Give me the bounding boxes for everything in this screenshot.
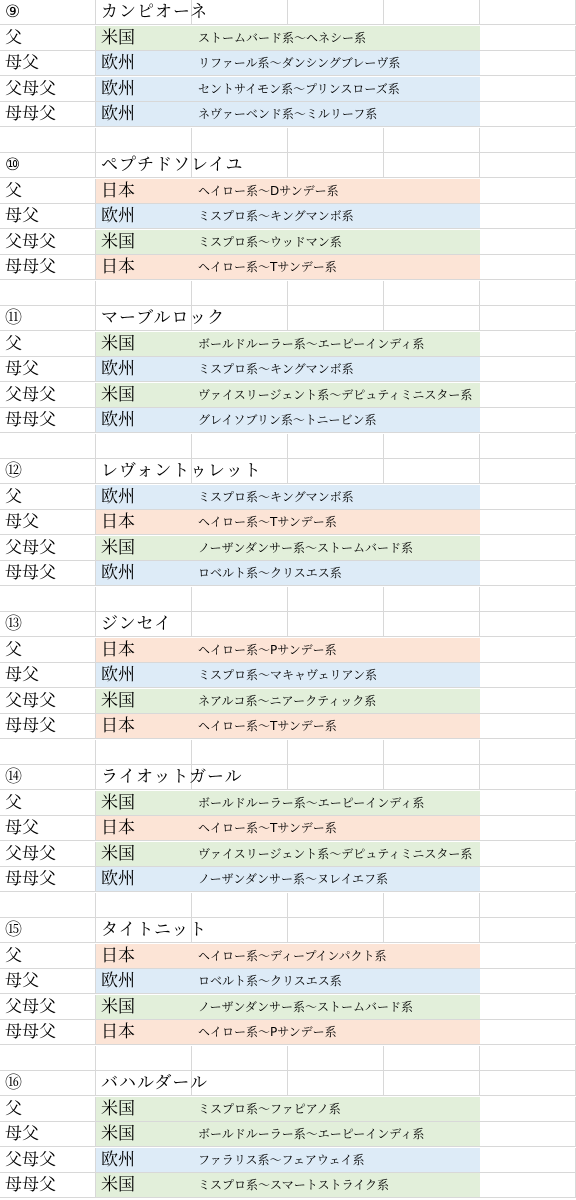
grid-cell[interactable] — [288, 128, 384, 153]
sire-line-text: ミスプロ系〜キングマンボ系 — [198, 489, 354, 504]
grid-cell[interactable] — [288, 612, 384, 637]
grid-cell[interactable] — [480, 867, 576, 892]
pedigree-relation-label: 母母父 — [5, 257, 56, 277]
pedigree-relation-label: 母父 — [5, 971, 39, 991]
grid-cell[interactable] — [480, 179, 576, 204]
grid-cell[interactable] — [0, 434, 96, 459]
grid-cell[interactable] — [480, 1046, 576, 1071]
grid-cell[interactable] — [192, 281, 288, 306]
grid-cell[interactable] — [192, 893, 288, 918]
horse-name: カンピオーネ — [101, 2, 209, 22]
region-label: 米国 — [101, 27, 135, 48]
region-label: 欧州 — [101, 869, 135, 889]
sire-line-text: ミスプロ系〜キングマンボ系 — [198, 209, 354, 223]
grid-cell[interactable] — [0, 128, 96, 153]
sire-line-text: ボールドルーラー系〜エーピーインディ系 — [198, 795, 425, 810]
region-label: 欧州 — [101, 53, 135, 73]
grid-cell[interactable] — [480, 638, 576, 663]
pedigree-relation-label: 母父 — [5, 665, 39, 685]
sire-line-text: ヘイロー系〜Pサンデー系 — [198, 642, 337, 657]
horse-number: ⑫ — [5, 461, 22, 481]
region-label: 日本 — [101, 945, 135, 966]
grid-cell[interactable] — [480, 383, 576, 408]
grid-cell[interactable] — [192, 434, 288, 459]
pedigree-relation-label: 母母父 — [5, 104, 56, 124]
sire-line-text: ノーザンダンサー系〜ストームバード系 — [198, 540, 414, 555]
sire-line-text: ミスプロ系〜スマートストライク系 — [198, 1178, 390, 1192]
pedigree-relation-label: 母母父 — [5, 716, 56, 736]
grid-cell[interactable] — [480, 918, 576, 943]
pedigree-row — [0, 714, 576, 739]
pedigree-relation-label: 父 — [5, 27, 22, 48]
pedigree-row — [0, 51, 576, 76]
region-label: 日本 — [101, 716, 135, 736]
grid-cell[interactable] — [480, 816, 576, 841]
grid-cell[interactable] — [192, 612, 288, 637]
pedigree-row — [0, 1020, 576, 1045]
grid-cell[interactable] — [480, 1148, 576, 1173]
grid-cell[interactable] — [192, 1046, 288, 1071]
grid-cell[interactable] — [288, 0, 384, 25]
sire-line-text: ヘイロー系〜ディープインパクト系 — [198, 948, 387, 963]
grid-cell[interactable] — [480, 408, 576, 433]
empty-spacer-row — [0, 434, 576, 459]
pedigree-row — [0, 944, 576, 969]
grid-cell[interactable] — [480, 128, 576, 153]
grid-cell[interactable] — [480, 612, 576, 637]
grid-cell[interactable] — [288, 1071, 384, 1096]
grid-cell[interactable] — [480, 1122, 576, 1147]
region-label: 日本 — [101, 639, 135, 660]
horse-name: バハルダール — [101, 1073, 208, 1093]
sire-line-text: ヘイロー系〜Pサンデー系 — [198, 1025, 337, 1039]
grid-cell[interactable] — [0, 1046, 96, 1071]
pedigree-row — [0, 230, 576, 255]
sire-line-text: セントサイモン系〜プリンスローズ系 — [198, 81, 400, 96]
grid-cell[interactable] — [480, 561, 576, 586]
grid-cell[interactable] — [480, 459, 576, 484]
grid-cell[interactable] — [96, 281, 192, 306]
region-label: 米国 — [101, 996, 135, 1017]
sire-line-text: ヘイロー系〜Tサンデー系 — [198, 515, 337, 529]
region-label: 欧州 — [101, 104, 135, 124]
pedigree-row — [0, 179, 576, 204]
region-label: 欧州 — [101, 78, 135, 99]
grid-cell[interactable] — [480, 510, 576, 535]
region-label: 米国 — [101, 1124, 135, 1144]
grid-cell[interactable] — [288, 587, 384, 612]
sire-line-text: ミスプロ系〜ファピアノ系 — [198, 1101, 341, 1116]
grid-cell[interactable] — [480, 357, 576, 382]
grid-cell[interactable] — [384, 128, 480, 153]
grid-cell[interactable] — [384, 893, 480, 918]
pedigree-relation-label: 父母父 — [5, 231, 56, 252]
horse-number: ⑮ — [5, 920, 22, 940]
horse-number: ⑨ — [5, 2, 21, 22]
grid-cell[interactable] — [96, 434, 192, 459]
grid-cell[interactable] — [480, 77, 576, 102]
sire-line-text: ロベルト系〜クリスエス系 — [198, 974, 342, 988]
pedigree-row — [0, 816, 576, 841]
grid-cell[interactable] — [192, 587, 288, 612]
sire-line-text: ボールドルーラー系〜エーピーインディ系 — [198, 336, 425, 351]
pedigree-relation-label: 母母父 — [5, 410, 56, 430]
horse-header-row — [0, 1071, 576, 1096]
pedigree-relation-label: 母父 — [5, 1124, 39, 1144]
pedigree-relation-label: 父 — [5, 1098, 22, 1119]
grid-cell[interactable] — [384, 765, 480, 790]
pedigree-row — [0, 26, 576, 51]
pedigree-relation-label: 父母父 — [5, 537, 56, 558]
pedigree-row — [0, 1122, 576, 1147]
region-label: 米国 — [101, 384, 135, 405]
grid-cell[interactable] — [96, 128, 192, 153]
grid-cell[interactable] — [480, 944, 576, 969]
region-label: 日本 — [101, 512, 135, 532]
horse-number: ⑯ — [5, 1073, 22, 1093]
grid-cell[interactable] — [384, 1046, 480, 1071]
horse-number: ⑬ — [5, 614, 22, 634]
sire-line-text: リファール系〜ダンシングブレーヴ系 — [198, 56, 401, 70]
grid-cell[interactable] — [480, 332, 576, 357]
pedigree-relation-label: 母父 — [5, 818, 39, 838]
grid-cell[interactable] — [384, 459, 480, 484]
grid-cell[interactable] — [288, 306, 384, 331]
pedigree-relation-label: 父 — [5, 792, 22, 813]
sire-line-text: ネアルコ系〜ニアークティック系 — [198, 693, 377, 708]
pedigree-row — [0, 357, 576, 382]
sire-line-text: ヴァイスリージェント系〜デピュティミニスター系 — [198, 387, 473, 402]
grid-cell[interactable] — [288, 740, 384, 765]
pedigree-row — [0, 689, 576, 714]
grid-cell[interactable] — [480, 893, 576, 918]
grid-cell[interactable] — [384, 587, 480, 612]
horse-number: ⑭ — [5, 767, 22, 787]
grid-cell[interactable] — [480, 1173, 576, 1198]
grid-cell[interactable] — [96, 893, 192, 918]
region-label: 欧州 — [101, 486, 135, 507]
horse-name: ライオットガール — [101, 767, 243, 787]
grid-cell[interactable] — [96, 1046, 192, 1071]
sire-line-text: ノーザンダンサー系〜ヌレイエフ系 — [198, 872, 388, 886]
horse-name: レヴォントゥレット — [101, 461, 262, 481]
pedigree-relation-label: 母父 — [5, 359, 39, 379]
grid-cell[interactable] — [480, 204, 576, 229]
region-label: 米国 — [101, 537, 135, 558]
region-label: 欧州 — [101, 1149, 135, 1170]
horse-header-row — [0, 0, 576, 25]
horse-name: ジンセイ — [101, 614, 173, 634]
horse-name: ペプチドソレイユ — [101, 155, 244, 175]
pedigree-row — [0, 995, 576, 1020]
horse-header-row — [0, 765, 576, 790]
pedigree-row — [0, 485, 576, 510]
pedigree-row — [0, 663, 576, 688]
region-label: 米国 — [101, 231, 135, 252]
pedigree-relation-label: 父母父 — [5, 1149, 56, 1170]
grid-cell[interactable] — [480, 791, 576, 816]
region-label: 欧州 — [101, 665, 135, 685]
empty-spacer-row — [0, 1046, 576, 1071]
pedigree-relation-label: 父母父 — [5, 78, 56, 99]
region-label: 米国 — [101, 333, 135, 354]
region-label: 日本 — [101, 257, 135, 277]
sire-line-text: ノーザンダンサー系〜ストームバード系 — [198, 999, 414, 1014]
grid-cell[interactable] — [384, 1071, 480, 1096]
pedigree-row — [0, 1097, 576, 1122]
pedigree-relation-label: 父 — [5, 945, 22, 966]
grid-cell[interactable] — [96, 587, 192, 612]
grid-cell[interactable] — [480, 434, 576, 459]
pedigree-row — [0, 842, 576, 867]
horse-header-row — [0, 306, 576, 331]
pedigree-relation-label: 母父 — [5, 206, 39, 226]
sire-line-text: ヴァイスリージェント系〜デピュティミニスター系 — [198, 846, 473, 861]
pedigree-relation-label: 母母父 — [5, 563, 56, 583]
pedigree-row — [0, 332, 576, 357]
region-label: 米国 — [101, 690, 135, 711]
pedigree-row — [0, 255, 576, 280]
grid-cell[interactable] — [384, 0, 480, 25]
pedigree-relation-label: 父 — [5, 486, 22, 507]
grid-cell[interactable] — [480, 587, 576, 612]
grid-cell[interactable] — [0, 281, 96, 306]
grid-cell[interactable] — [480, 714, 576, 739]
pedigree-row — [0, 791, 576, 816]
pedigree-row — [0, 102, 576, 127]
grid-cell[interactable] — [480, 536, 576, 561]
sire-line-text: ミスプロ系〜ウッドマン系 — [198, 234, 342, 249]
horse-name: タイトニット — [101, 920, 208, 940]
pedigree-row — [0, 867, 576, 892]
horse-header-row — [0, 153, 576, 178]
sire-line-text: ロベルト系〜クリスエス系 — [198, 566, 342, 580]
grid-cell[interactable] — [0, 587, 96, 612]
pedigree-row — [0, 408, 576, 433]
pedigree-relation-label: 母母父 — [5, 1175, 56, 1195]
grid-cell[interactable] — [480, 1071, 576, 1096]
grid-cell[interactable] — [288, 434, 384, 459]
grid-cell[interactable] — [480, 51, 576, 76]
grid-cell[interactable] — [480, 995, 576, 1020]
grid-cell[interactable] — [384, 434, 480, 459]
pedigree-relation-label: 父母父 — [5, 384, 56, 405]
pedigree-row — [0, 77, 576, 102]
grid-cell[interactable] — [480, 255, 576, 280]
grid-cell[interactable] — [288, 281, 384, 306]
grid-cell[interactable] — [288, 153, 384, 178]
horse-header-row — [0, 918, 576, 943]
pedigree-row — [0, 969, 576, 994]
region-label: 欧州 — [101, 410, 135, 430]
pedigree-relation-label: 父 — [5, 333, 22, 354]
grid-cell[interactable] — [480, 842, 576, 867]
empty-spacer-row — [0, 587, 576, 612]
pedigree-row — [0, 510, 576, 535]
grid-cell[interactable] — [480, 485, 576, 510]
empty-spacer-row — [0, 893, 576, 918]
sire-line-text: ヘイロー系〜Tサンデー系 — [198, 719, 337, 733]
pedigree-relation-label: 母母父 — [5, 869, 56, 889]
grid-cell[interactable] — [480, 663, 576, 688]
sire-line-text: ミスプロ系〜マキャヴェリアン系 — [198, 668, 378, 682]
grid-cell[interactable] — [384, 918, 480, 943]
pedigree-row — [0, 1173, 576, 1198]
pedigree-row — [0, 561, 576, 586]
grid-cell[interactable] — [480, 0, 576, 25]
grid-cell[interactable] — [288, 459, 384, 484]
grid-cell[interactable] — [96, 740, 192, 765]
grid-cell[interactable] — [480, 306, 576, 331]
empty-spacer-row — [0, 281, 576, 306]
sire-line-text: ボールドルーラー系〜エーピーインディ系 — [198, 1127, 425, 1141]
grid-cell[interactable] — [288, 918, 384, 943]
grid-cell[interactable] — [384, 153, 480, 178]
sire-line-text: ネヴァーベンド系〜ミルリーフ系 — [198, 107, 378, 121]
grid-cell[interactable] — [384, 740, 480, 765]
grid-cell[interactable] — [480, 281, 576, 306]
grid-cell[interactable] — [288, 765, 384, 790]
pedigree-row — [0, 204, 576, 229]
grid-cell[interactable] — [0, 740, 96, 765]
region-label: 日本 — [101, 818, 135, 838]
pedigree-relation-label: 父母父 — [5, 843, 56, 864]
horse-header-row — [0, 612, 576, 637]
region-label: 米国 — [101, 843, 135, 864]
grid-cell[interactable] — [480, 26, 576, 51]
grid-cell[interactable] — [480, 969, 576, 994]
grid-cell[interactable] — [480, 230, 576, 255]
pedigree-row — [0, 383, 576, 408]
sire-line-text: ヘイロー系〜Tサンデー系 — [198, 260, 337, 274]
pedigree-row — [0, 536, 576, 561]
region-label: 米国 — [101, 1175, 135, 1195]
grid-cell[interactable] — [192, 128, 288, 153]
grid-cell[interactable] — [384, 281, 480, 306]
grid-cell[interactable] — [384, 306, 480, 331]
grid-cell[interactable] — [480, 765, 576, 790]
region-label: 米国 — [101, 1098, 135, 1119]
sire-line-text: ストームバード系〜ヘネシー系 — [198, 30, 367, 45]
grid-cell[interactable] — [288, 1046, 384, 1071]
pedigree-relation-label: 母父 — [5, 512, 39, 532]
region-label: 欧州 — [101, 359, 135, 379]
sire-line-text: グレイソブリン系〜トニービン系 — [198, 413, 377, 427]
region-label: 欧州 — [101, 563, 135, 583]
sire-line-text: ミスプロ系〜キングマンボ系 — [198, 362, 354, 376]
grid-cell[interactable] — [480, 1097, 576, 1122]
sire-line-text: ヘイロー系〜Tサンデー系 — [198, 821, 337, 835]
horse-number: ⑩ — [5, 155, 21, 175]
pedigree-row — [0, 1148, 576, 1173]
pedigree-relation-label: 母母父 — [5, 1022, 56, 1042]
region-label: 欧州 — [101, 206, 135, 226]
pedigree-row — [0, 638, 576, 663]
empty-spacer-row — [0, 128, 576, 153]
grid-cell[interactable] — [384, 612, 480, 637]
grid-cell[interactable] — [288, 893, 384, 918]
grid-cell[interactable] — [480, 153, 576, 178]
horse-number: ⑪ — [5, 308, 22, 328]
grid-cell[interactable] — [480, 1020, 576, 1045]
region-label: 日本 — [101, 1022, 135, 1042]
pedigree-relation-label: 父 — [5, 180, 22, 201]
sire-line-text: ファラリス系〜フェアウェイ系 — [198, 1152, 365, 1167]
grid-cell[interactable] — [480, 740, 576, 765]
pedigree-relation-label: 父 — [5, 639, 22, 660]
grid-cell[interactable] — [0, 893, 96, 918]
pedigree-relation-label: 母父 — [5, 53, 39, 73]
sire-line-text: ヘイロー系〜Dサンデー系 — [198, 183, 339, 198]
region-label: 米国 — [101, 792, 135, 813]
empty-spacer-row — [0, 740, 576, 765]
region-label: 日本 — [101, 180, 135, 201]
region-label: 欧州 — [101, 971, 135, 991]
horse-header-row — [0, 459, 576, 484]
grid-cell[interactable] — [480, 689, 576, 714]
pedigree-relation-label: 父母父 — [5, 996, 56, 1017]
horse-name: マーブルロック — [101, 308, 226, 328]
grid-cell[interactable] — [480, 102, 576, 127]
grid-cell[interactable] — [192, 740, 288, 765]
pedigree-relation-label: 父母父 — [5, 690, 56, 711]
